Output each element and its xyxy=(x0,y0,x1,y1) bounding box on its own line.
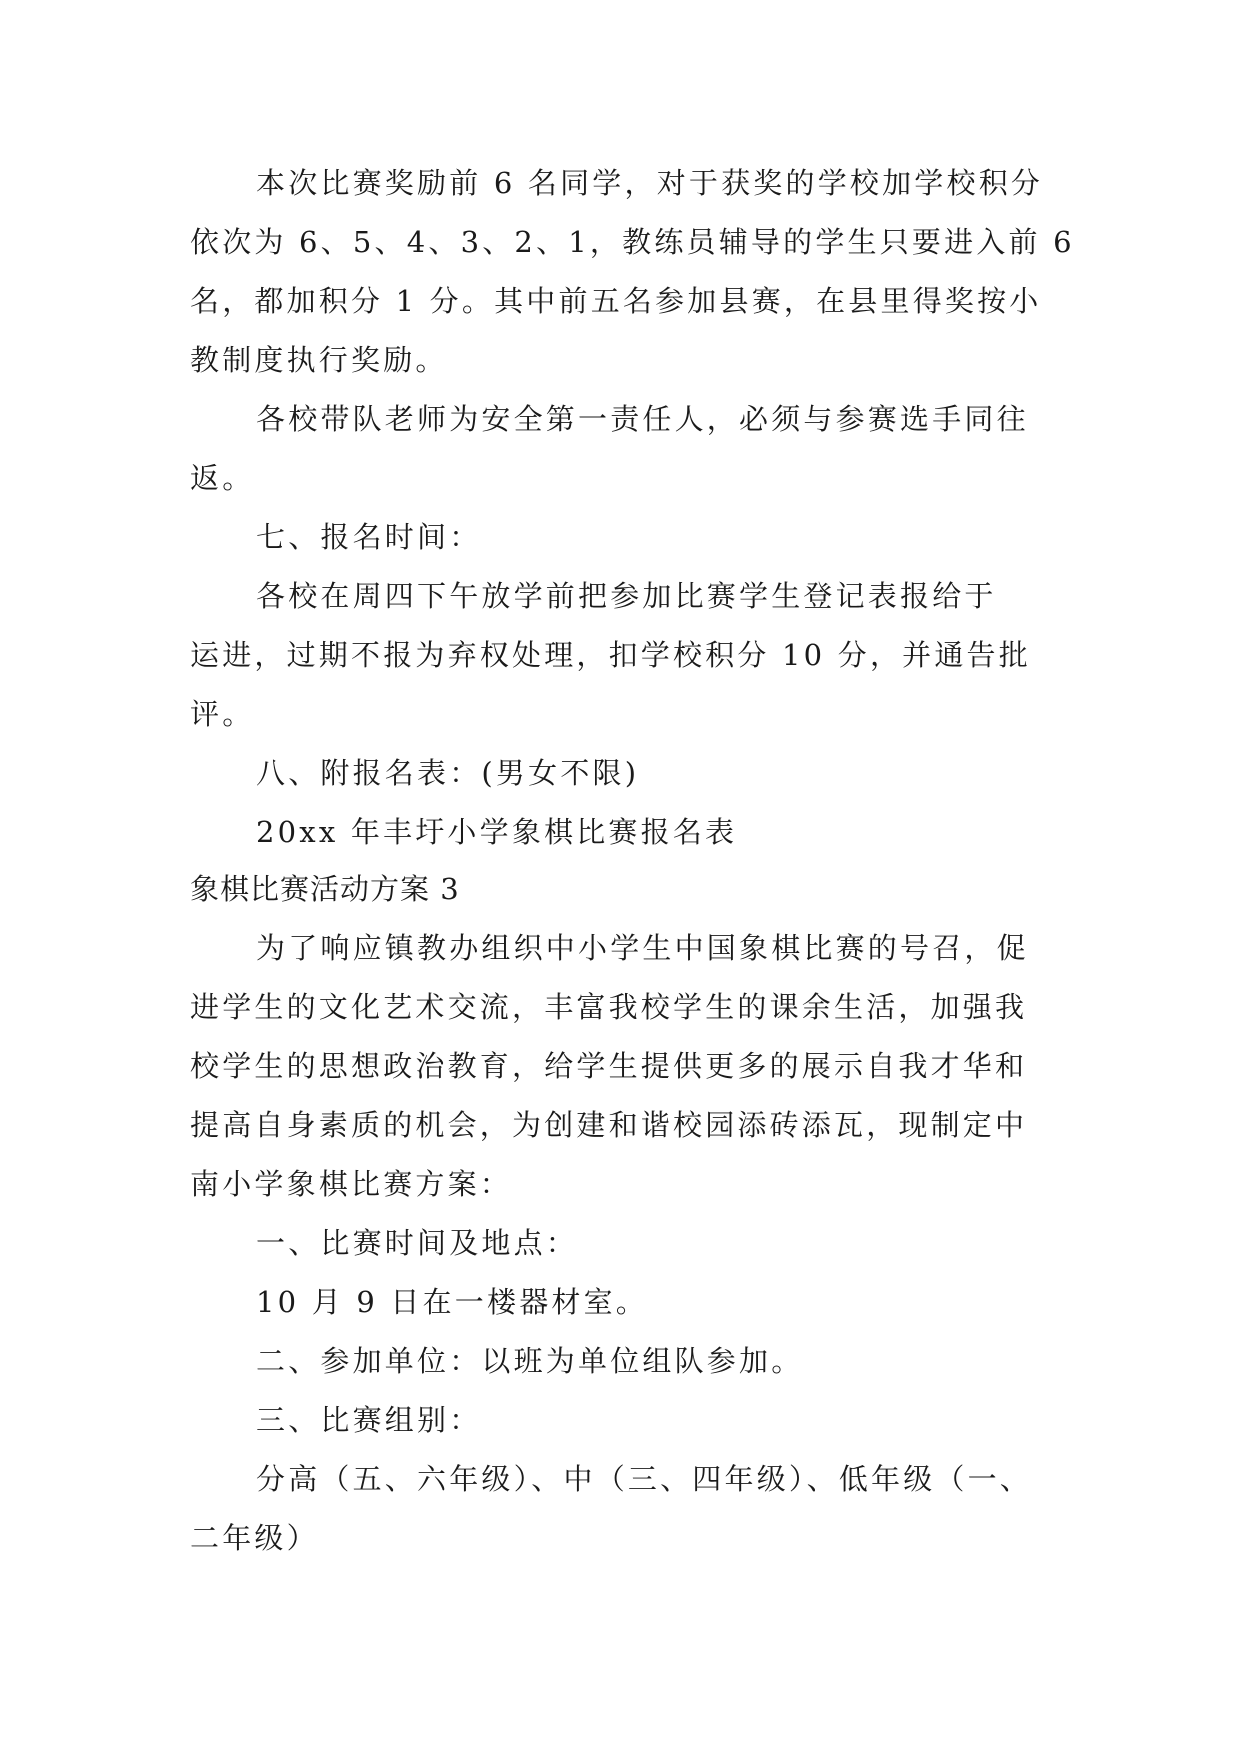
document-title: 象棋比赛活动方案 3 xyxy=(190,872,460,906)
paragraph-line: 名，都加积分 1 分。其中前五名参加县赛，在县里得奖按小 xyxy=(190,284,1042,318)
paragraph-line: 二年级） xyxy=(190,1521,319,1555)
section-heading: 三、比赛组别： xyxy=(256,1403,482,1437)
paragraph-line: 各校带队老师为安全第一责任人，必须与参赛选手同往 xyxy=(256,402,1029,436)
paragraph-line: 10 月 9 日在一楼器材室。 xyxy=(256,1285,649,1319)
paragraph-line: 进学生的文化艺术交流，丰富我校学生的课余生活，加强我 xyxy=(190,990,1028,1024)
section-heading: 八、附报名表：(男女不限) xyxy=(256,756,640,790)
paragraph-line: 依次为 6、5、4、3、2、1，教练员辅导的学生只要进入前 6 xyxy=(190,225,1075,259)
section-heading: 七、报名时间： xyxy=(256,520,482,554)
section-heading: 二、参加单位：以班为单位组队参加。 xyxy=(256,1344,804,1378)
form-title: 20xx 年丰圩小学象棋比赛报名表 xyxy=(256,815,738,849)
paragraph-line: 南小学象棋比赛方案： xyxy=(190,1167,513,1201)
paragraph-line: 提高自身素质的机会，为创建和谐校园添砖添瓦，现制定中 xyxy=(190,1108,1028,1142)
paragraph-line: 本次比赛奖励前 6 名同学，对于获奖的学校加学校积分 xyxy=(256,166,1044,200)
paragraph-line: 为了响应镇教办组织中小学生中国象棋比赛的号召，促 xyxy=(256,931,1029,965)
paragraph-line: 返。 xyxy=(190,461,255,495)
paragraph-line: 教制度执行奖励。 xyxy=(190,343,448,377)
paragraph-line: 校学生的思想政治教育，给学生提供更多的展示自我才华和 xyxy=(190,1049,1028,1083)
section-heading: 一、比赛时间及地点： xyxy=(256,1226,579,1260)
paragraph-line: 运进，过期不报为弃权处理，扣学校积分 10 分，并通告批 xyxy=(190,638,1031,672)
paragraph-line: 分高（五、六年级）、中（三、四年级）、低年级（一、 xyxy=(256,1462,1033,1496)
paragraph-line: 各校在周四下午放学前把参加比赛学生登记表报给于 xyxy=(256,579,997,613)
paragraph-line: 评。 xyxy=(190,697,255,731)
